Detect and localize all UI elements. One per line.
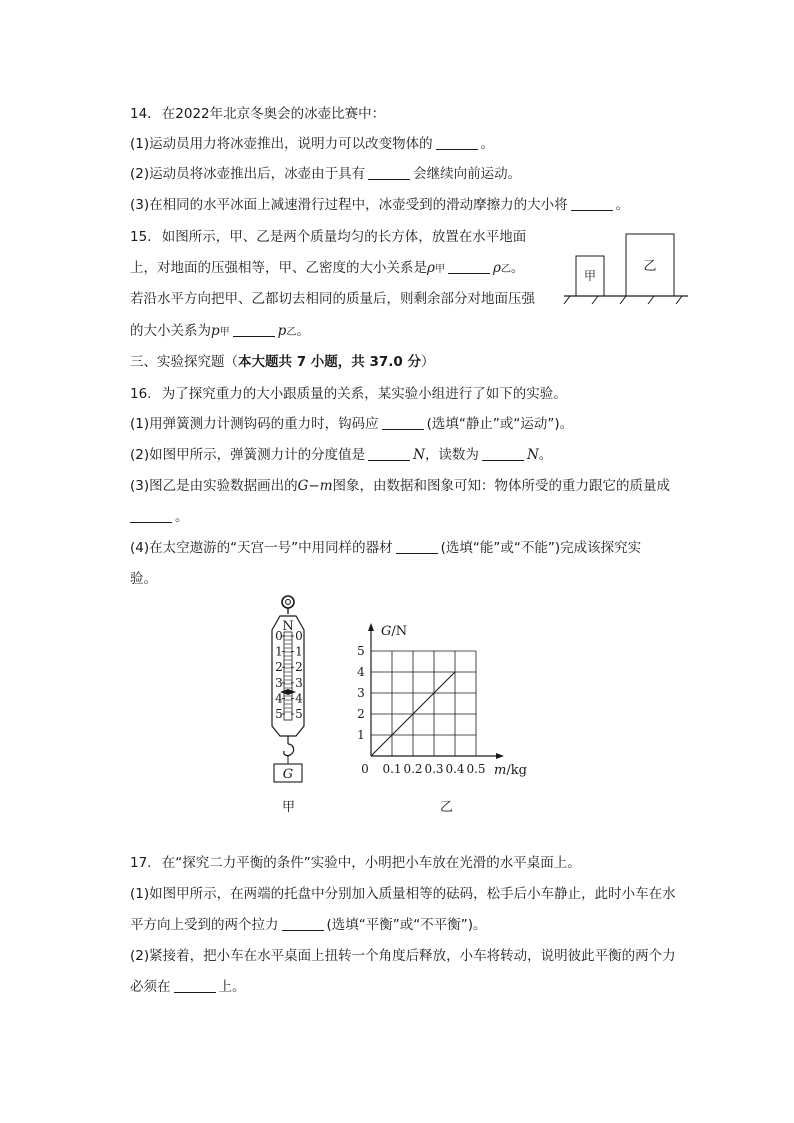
scale-hook — [284, 744, 294, 756]
q16-part4-cont — [130, 569, 157, 589]
x-tick-label: 0.1 — [382, 762, 402, 776]
y-tick-label: 3 — [357, 686, 365, 700]
q16-stem-text: 为了探究重力的大小跟质量的关系，某实验小组进行了如下的实验。 — [161, 386, 567, 402]
q15-line2 — [130, 258, 524, 280]
q14-part2-end: 会继续向前运动。 — [413, 166, 522, 182]
pressure-symbol: p — [211, 323, 220, 339]
answer-blank[interactable] — [482, 446, 524, 461]
answer-blank[interactable] — [233, 322, 275, 337]
answer-blank[interactable] — [368, 165, 410, 180]
q16-number: 16. — [130, 386, 152, 402]
answer-blank[interactable] — [130, 508, 172, 523]
q15-line2-text: 上，对地面的压强相等，甲、乙密度的大小关系是 — [130, 260, 427, 276]
q15-line1 — [130, 227, 526, 247]
answer-blank[interactable] — [368, 446, 410, 461]
section-heading-c: ） — [421, 354, 435, 370]
subscript-yi: 乙 — [286, 327, 297, 338]
q15-line4 — [130, 321, 310, 343]
q16-stem — [130, 384, 567, 404]
q17-stem — [130, 853, 581, 873]
q15-line4-end: 。 — [296, 323, 310, 339]
q15-line4-text: 的大小关系为 — [130, 323, 211, 339]
q14-part2 — [130, 164, 521, 184]
pressure-symbol: p — [277, 323, 287, 339]
ground-hatching — [564, 296, 682, 304]
rho-symbol: ρ — [427, 260, 435, 276]
x-axis-label: m/kg — [494, 763, 527, 778]
q14-stem — [130, 104, 385, 124]
answer-blank[interactable] — [571, 196, 613, 211]
q16-part3 — [130, 476, 670, 496]
subscript-yi: 乙 — [500, 264, 511, 275]
q14-number: 14. — [130, 106, 152, 122]
unit-newton: N — [413, 447, 425, 463]
x-tick-label: 0.2 — [403, 762, 423, 776]
q16-part4-text: (4)在太空遨游的“天宫一号”中用同样的器材 — [130, 540, 393, 556]
section-heading-a: 三、实验探究题（ — [130, 354, 238, 370]
scale-tick-label-left: 0 — [275, 629, 283, 643]
q14-part1-text: (1)运动员用力将冰壶推出，说明力可以改变物体的 — [130, 136, 433, 152]
q16-part4 — [130, 538, 641, 558]
x-tick-label: 0.3 — [424, 762, 444, 776]
weight-label: G — [282, 767, 294, 782]
scale-tick-label-left: 3 — [275, 675, 283, 690]
q17-part2-cont — [130, 977, 246, 997]
q17-part2-text: (2)紧接着，把小车在水平桌面上扭转一个角度后释放，小车将转动，说明彼此平衡的两个力 — [130, 948, 676, 964]
q16-part2 — [130, 445, 552, 465]
rho-symbol: ρ — [492, 260, 501, 276]
y-tick-label: 2 — [357, 707, 365, 721]
q16-part2-text: (2)如图甲所示，弹簧测力计的分度值是 — [130, 447, 366, 463]
scale-tick-label-right: 3 — [295, 675, 303, 690]
answer-blank[interactable] — [448, 259, 490, 274]
q17-part1-end: (选填“平衡”或“不平衡”)。 — [326, 917, 487, 933]
q17-part1-mid: 平方向上受到的两个拉力 — [130, 917, 279, 933]
q15-line3 — [130, 289, 535, 309]
scale-tick-label-left: 1 — [275, 644, 283, 659]
q16-part1-end: (选填“静止”或“运动”)。 — [426, 416, 574, 432]
scale-tick-label-left: 5 — [275, 707, 283, 721]
y-axis-label: G/N — [381, 624, 408, 639]
section-heading-b: 本大题共 7 小题，共 37.0 分 — [238, 354, 422, 370]
q17-part1 — [130, 884, 676, 904]
answer-blank[interactable] — [436, 135, 478, 150]
y-axis-arrow — [368, 623, 374, 631]
unit-newton: N — [526, 447, 539, 463]
scale-tick-label-left: 4 — [275, 691, 283, 706]
q15-line2-end: 。 — [510, 260, 525, 276]
q16-part3-end: 。 — [175, 509, 189, 525]
scale-unit-label: N — [282, 619, 294, 634]
q17-part2-end: 上。 — [218, 979, 246, 995]
scale-top-ring — [282, 596, 294, 608]
x-tick-label: 0.4 — [445, 762, 465, 776]
scale-tick-label-right: 1 — [295, 644, 303, 659]
q16-part1 — [130, 414, 573, 434]
q17-part1-cont — [130, 915, 487, 935]
block-yi-label: 乙 — [643, 259, 657, 274]
spring-scale-figure — [258, 594, 318, 794]
answer-blank[interactable] — [174, 978, 216, 993]
q16-part2-end: 。 — [538, 447, 553, 463]
q17-part2 — [130, 946, 676, 966]
scale-tick-label-right: 4 — [295, 691, 303, 706]
q16-part1-text: (1)用弹簧测力计测钩码的重力时，钩码应 — [130, 416, 379, 432]
y-tick-label: 4 — [357, 665, 365, 679]
q16-part3-mid: 图象，由数据和图象可知：物体所受的重力跟它的质量成 — [332, 478, 671, 494]
q16-part4-mid: (选填“能”或“不能”)完成该探究实 — [440, 540, 642, 556]
q14-part1-end: 。 — [480, 136, 495, 152]
q14-stem-text: 在2022年北京冬奥会的冰壶比赛中： — [161, 106, 386, 122]
subscript-jia: 甲 — [219, 327, 230, 338]
q15-blocks-figure — [560, 228, 690, 308]
y-tick-label: 5 — [357, 644, 365, 658]
scale-tick-label-right: 5 — [295, 707, 303, 721]
q15-number: 15. — [130, 229, 152, 245]
x-axis-arrow — [496, 753, 504, 759]
q15-line3-text: 若沿水平方向把甲、乙都切去相同的质量后，则剩余部分对地面压强 — [130, 291, 535, 307]
answer-blank[interactable] — [396, 539, 438, 554]
q16-part3-cont — [130, 507, 189, 527]
scale-tick-label-left: 2 — [275, 660, 283, 675]
block-jia-label: 甲 — [583, 269, 597, 283]
q14-part2-text: (2)运动员将冰壶推出后，冰壶由于具有 — [130, 166, 366, 182]
q17-part2-mid: 必须在 — [130, 979, 171, 995]
y-tick-label: 1 — [357, 728, 365, 742]
scale-tick-label-right: 0 — [295, 629, 303, 643]
q16-part4-end: 验。 — [130, 571, 157, 587]
g-m-chart — [350, 616, 540, 786]
x-tick-label: 0.5 — [466, 762, 486, 776]
scale-tick-label-right: 2 — [295, 660, 303, 675]
answer-blank[interactable] — [282, 916, 324, 931]
q16-part3-text: (3)图乙是由实验数据画出的 — [130, 478, 298, 494]
q14-part3-text: (3)在相同的水平冰面上减速滑行过程中，冰壶受到的滑动摩擦力的大小将 — [130, 197, 568, 213]
q14-part1 — [130, 134, 494, 154]
q16-part2-mid: ，读数为 — [424, 447, 479, 463]
q17-number: 17. — [130, 855, 152, 871]
figure-yi-caption: 乙 — [440, 800, 454, 815]
section-heading — [130, 352, 435, 372]
q14-part3-end: 。 — [615, 197, 630, 213]
q15-line1-text: 如图所示，甲、乙是两个质量均匀的长方体，放置在水平地面 — [161, 229, 527, 245]
origin-label: 0 — [361, 762, 369, 776]
answer-blank[interactable] — [382, 415, 424, 430]
q14-part3 — [130, 195, 629, 215]
figure-jia-caption: 甲 — [282, 800, 296, 815]
subscript-jia: 甲 — [434, 264, 445, 275]
g-m-symbol: G−m — [297, 478, 333, 494]
q17-part1-text: (1)如图甲所示，在两端的托盘中分别加入质量相等的砝码，松手后小车静止，此时小车在水 — [130, 886, 676, 902]
q17-stem-text: 在“探究二力平衡的条件”实验中，小明把小车放在光滑的水平桌面上。 — [161, 855, 581, 871]
